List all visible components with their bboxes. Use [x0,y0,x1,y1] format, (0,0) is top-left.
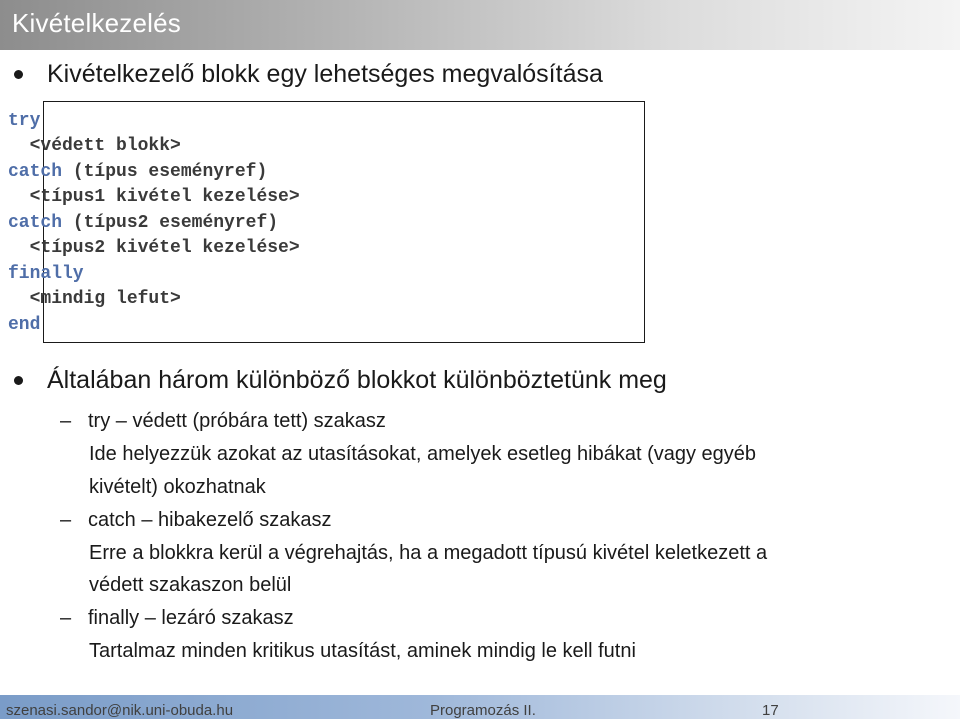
code-catch-args: (típus2 eseményref) [62,213,279,233]
sub-item-label: catch – hibakezelő szakasz [88,509,332,531]
sub-item-catch [60,510,331,530]
bullet-item-2 [14,366,667,395]
footer-email: szenasi.sandor@nik.uni-obuda.hu [6,702,234,719]
sub-item-finally [60,608,294,628]
dash-icon: – [60,410,72,432]
code-line-finally: finally [8,264,84,284]
sub-item-description: kivételt) okozhatnak [89,476,266,498]
bullet-dot-icon [14,376,23,385]
code-line-try: try [8,111,41,131]
code-line-protected-block: <védett blokk> [8,136,181,156]
sub-item-label: try – védett (próbára tett) szakasz [88,410,386,432]
code-line-catch-1 [8,163,267,181]
code-catch-args: (típus eseményref) [62,162,268,182]
bullet-text: Általában három különböző blokkot különböztetünk meg [47,366,667,394]
sub-item-label: finally – lezáró szakasz [88,607,294,629]
code-keyword-catch: catch [8,213,63,233]
code-line-always-runs: <mindig lefut> [8,289,181,309]
code-keyword-catch: catch [8,162,63,182]
sub-item-description: Tartalmaz minden kritikus utasítást, aminek mindig le kell futni [89,640,636,662]
sub-item-description: védett szakaszon belül [89,574,292,596]
bullet-text: Kivételkezelő blokk egy lehetséges megvalósítása [47,60,603,88]
sub-item-description: Erre a blokkra kerül a végrehajtás, ha a megadott típusú kivétel keletkezett a [89,542,768,564]
code-line-handler-2: <típus2 kivétel kezelése> [8,238,300,258]
bullet-item-1 [14,60,603,89]
code-line-catch-2 [8,214,278,232]
footer-page-number: 17 [762,702,779,719]
dash-icon: – [60,607,72,629]
sub-item-description: Ide helyezzük azokat az utasításokat, amelyek esetleg hibákat (vagy egyéb [89,443,757,465]
code-line-handler-1: <típus1 kivétel kezelése> [8,187,300,207]
sub-item-try [60,411,386,431]
slide-title: Kivételkezelés [12,8,181,38]
footer-course: Programozás II. [430,702,536,719]
bullet-dot-icon [14,70,23,79]
dash-icon: – [60,509,72,531]
code-line-end: end [8,315,41,335]
